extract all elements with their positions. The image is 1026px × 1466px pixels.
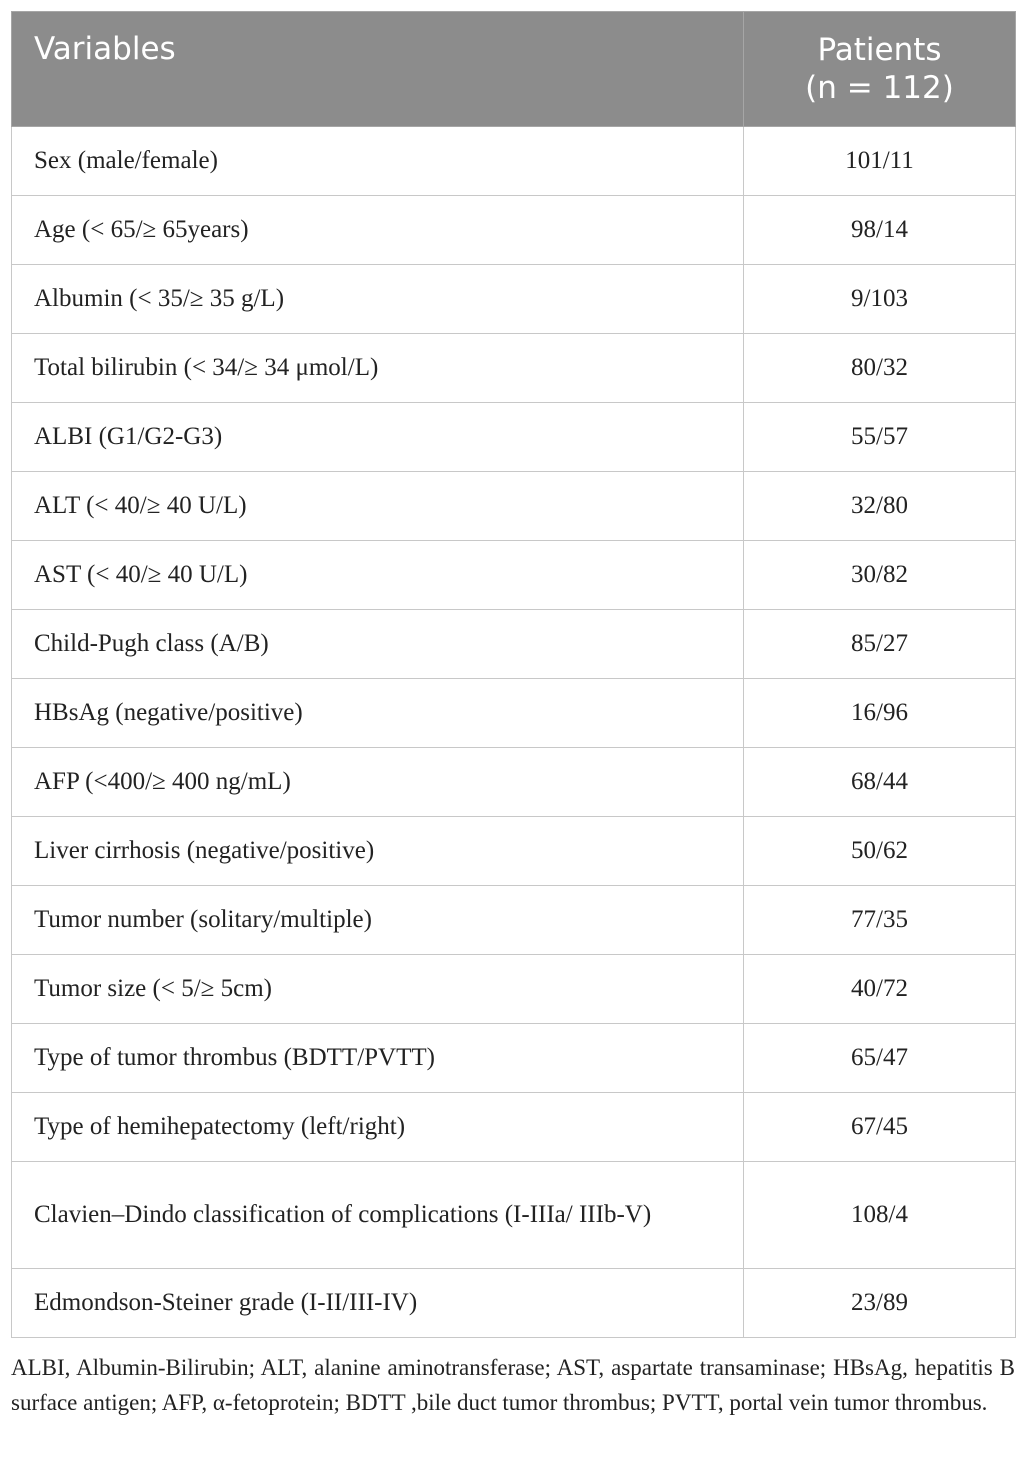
variable-cell: Tumor size (< 5/≥ 5cm) [12,955,744,1024]
patients-value-cell: 9/103 [744,265,1016,334]
variable-cell: Age (< 65/≥ 65years) [12,196,744,265]
patients-value-cell: 50/62 [744,817,1016,886]
patients-value-cell: 80/32 [744,334,1016,403]
table-body [12,127,1016,1338]
patients-value-cell: 40/72 [744,955,1016,1024]
patient-characteristics-table [11,11,1016,1338]
variable-cell: Type of tumor thrombus (BDTT/PVTT) [12,1024,744,1093]
variable-cell: Sex (male/female) [12,127,744,196]
variable-cell: Total bilirubin (< 34/≥ 34 μmol/L) [12,334,744,403]
table-row [12,1024,1016,1093]
patients-value-cell: 68/44 [744,748,1016,817]
patients-value-cell: 16/96 [744,679,1016,748]
variable-cell: Type of hemihepatectomy (left/right) [12,1093,744,1162]
variable-cell: Edmondson-Steiner grade (I-II/III-IV) [12,1269,744,1338]
table-row [12,1269,1016,1338]
variable-cell: Albumin (< 35/≥ 35 g/L) [12,265,744,334]
patients-value-cell: 55/57 [744,403,1016,472]
patients-value-cell: 30/82 [744,541,1016,610]
variable-cell: Tumor number (solitary/multiple) [12,886,744,955]
patients-value-cell: 77/35 [744,886,1016,955]
header-patients [744,12,1016,127]
table-row [12,955,1016,1024]
table-row [12,334,1016,403]
table-row [12,886,1016,955]
table-row [12,1162,1016,1269]
variable-cell: ALT (< 40/≥ 40 U/L) [12,472,744,541]
table-header [12,12,1016,127]
patients-value-cell: 108/4 [744,1162,1016,1269]
table-row [12,1093,1016,1162]
patients-value-cell: 101/11 [744,127,1016,196]
variable-cell: AST (< 40/≥ 40 U/L) [12,541,744,610]
header-patients-line2: (n = 112) [805,70,954,106]
patients-value-cell: 85/27 [744,610,1016,679]
patients-value-cell: 98/14 [744,196,1016,265]
data-table-container [11,11,1015,1338]
variable-cell: AFP (<400/≥ 400 ng/mL) [12,748,744,817]
patients-value-cell: 23/89 [744,1269,1016,1338]
patients-value-cell: 32/80 [744,472,1016,541]
table-row [12,610,1016,679]
header-patients-line1: Patients [817,32,942,68]
variable-cell: Child-Pugh class (A/B) [12,610,744,679]
table-footnote: ALBI, Albumin-Bilirubin; ALT, alanine aminotransferase; AST, aspartate transaminase; HBsAg, hepatitis B surface antigen; AFP, α-fetoprotein; BDTT ,bile duct tumor thrombus; PVTT, portal vein tumor thrombus. [11,1355,1015,1415]
variable-cell: Liver cirrhosis (negative/positive) [12,817,744,886]
variable-cell: ALBI (G1/G2-G3) [12,403,744,472]
table-row [12,403,1016,472]
table-row [12,127,1016,196]
variable-cell: HBsAg (negative/positive) [12,679,744,748]
table-row [12,679,1016,748]
header-row [12,12,1016,127]
table-row [12,196,1016,265]
variable-cell: Clavien–Dindo classification of complications (I-IIIa/ IIIb-V) [12,1162,744,1269]
table-row [12,541,1016,610]
table-row [12,265,1016,334]
table-row [12,748,1016,817]
table-row [12,817,1016,886]
header-variables: Variables [12,12,744,127]
table-row [12,472,1016,541]
patients-value-cell: 67/45 [744,1093,1016,1162]
patients-value-cell: 65/47 [744,1024,1016,1093]
